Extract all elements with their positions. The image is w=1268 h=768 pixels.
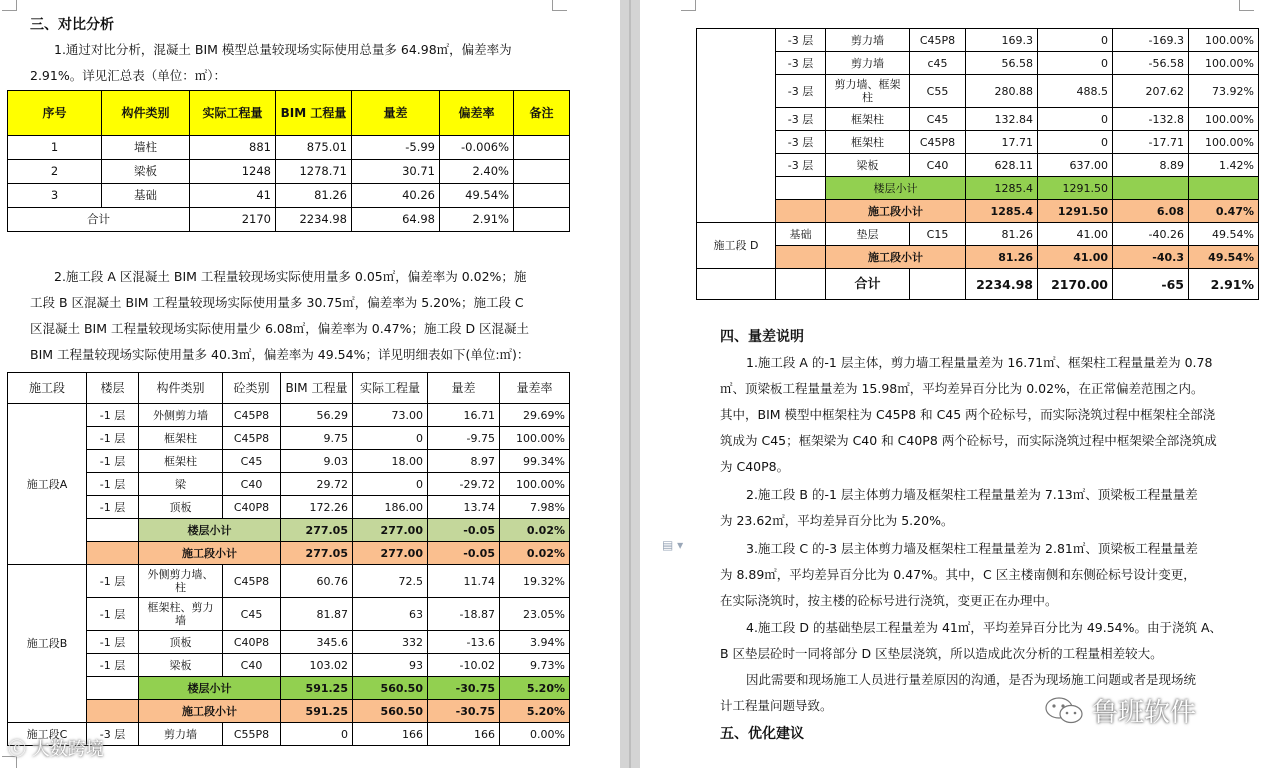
table-cell: -3 层 [87, 723, 139, 746]
table-cell: 外侧剪力墙、柱 [139, 565, 223, 598]
table-cell: 81.26 [276, 184, 352, 208]
column-header: 实际工程量 [190, 91, 276, 136]
table-cell: C55 [910, 75, 966, 108]
table-cell: -1 层 [87, 427, 139, 450]
table-cell: 施工段小计 [826, 200, 966, 223]
table-cell: 7.98% [500, 496, 570, 519]
table-cell: c45 [910, 52, 966, 75]
table-cell: 18.00 [353, 450, 428, 473]
section-heading-3: 三、对比分析 [30, 17, 114, 33]
table-cell: -40.26 [1113, 223, 1189, 246]
table-cell [87, 542, 139, 565]
paragraph-line: 为 8.89㎡，平均差异百分比为 0.47%。其中，C 区主楼南侧和东侧砼标号设计变更， [720, 567, 1196, 582]
table-cell: 56.29 [281, 404, 353, 427]
table-cell: 41.00 [1038, 246, 1113, 269]
table-cell [910, 269, 966, 300]
table-cell: 19.32% [500, 565, 570, 598]
table-row [697, 108, 1259, 131]
crop-mark [2, 0, 17, 11]
table-cell: 560.50 [353, 677, 428, 700]
table-cell: 81.87 [281, 598, 353, 631]
table-cell: -17.71 [1113, 131, 1189, 154]
table-row [697, 154, 1259, 177]
column-header: BIM 工程量 [281, 373, 353, 404]
table-row [697, 29, 1259, 52]
floor-subtotal-row [697, 177, 1259, 200]
column-header: 构件类别 [102, 91, 190, 136]
table-cell: 3 [8, 184, 102, 208]
segment-subtotal-row [8, 542, 570, 565]
table-cell: 0 [1038, 131, 1113, 154]
table-cell: 梁板 [102, 160, 190, 184]
paragraph-line: ㎡、顶梁板工程量量差为 15.98㎡，平均差异百分比为 0.02%，在正常偏差范围之内。 [720, 381, 1204, 396]
table-cell: 剪力墙 [826, 52, 910, 75]
segment-label: 施工段B [8, 565, 87, 723]
column-header: 偏差率 [440, 91, 514, 136]
table-cell: 2.91% [1189, 269, 1259, 300]
table-cell: 875.01 [276, 136, 352, 160]
table-cell: 2.40% [440, 160, 514, 184]
table-cell: -0.05 [428, 542, 500, 565]
table-cell [1189, 177, 1259, 200]
table-cell: 楼层小计 [139, 677, 281, 700]
table-row [8, 427, 570, 450]
table-cell: 637.00 [1038, 154, 1113, 177]
table-cell: C45P8 [223, 427, 281, 450]
table-cell: -3 层 [776, 75, 826, 108]
table-cell: 29.69% [500, 404, 570, 427]
table-cell: 41 [190, 184, 276, 208]
table-cell: -40.3 [1113, 246, 1189, 269]
table-cell: -1 层 [87, 565, 139, 598]
table-cell: 100.00% [1189, 131, 1259, 154]
table-cell: 0.47% [1189, 200, 1259, 223]
table-cell: -65 [1113, 269, 1189, 300]
table-cell: 591.25 [281, 677, 353, 700]
table-cell: -169.3 [1113, 29, 1189, 52]
table-cell: 73.00 [353, 404, 428, 427]
table-cell: -1 层 [87, 404, 139, 427]
segment-label: 施工段A [8, 404, 87, 565]
wechat-icon [1044, 695, 1084, 727]
table-cell: 100.00% [500, 473, 570, 496]
table-cell: 垫层 [826, 223, 910, 246]
table-cell: 488.5 [1038, 75, 1113, 108]
table-cell: 100.00% [1189, 108, 1259, 131]
table-cell: C40 [223, 473, 281, 496]
table-row [8, 598, 570, 631]
table-cell: 1278.71 [276, 160, 352, 184]
table-cell: 277.00 [353, 519, 428, 542]
segment-label: 施工段C [8, 723, 87, 746]
table-cell: -1 层 [87, 450, 139, 473]
column-header: 楼层 [87, 373, 139, 404]
table-cell [514, 136, 570, 160]
table-cell: 合计 [826, 269, 910, 300]
table-cell: -29.72 [428, 473, 500, 496]
table-cell: 166 [428, 723, 500, 746]
table-cell: 345.6 [281, 631, 353, 654]
table-cell: 169.3 [966, 29, 1038, 52]
table-cell: 梁板 [826, 154, 910, 177]
paragraph-line: BIM 工程量较现场实际使用量多 40.3㎡，偏差率为 49.54%；详见明细表如下(单位:㎡)： [30, 347, 530, 362]
table-cell: 81.26 [966, 246, 1038, 269]
paragraph-line: 2.施工段 B 的-1 层主体剪力墙及框架柱工程量量差为 7.13㎡、顶梁板工程量量差 [746, 487, 1198, 502]
paragraph-line: 2.施工段 A 区混凝土 BIM 工程量较现场实际使用量多 0.05㎡，偏差率为 0.02%；施 [54, 269, 527, 284]
table-cell: 0 [353, 473, 428, 496]
table-cell: 框架柱 [826, 108, 910, 131]
table-cell: 277.05 [281, 519, 353, 542]
table-cell: -56.58 [1113, 52, 1189, 75]
table-cell: 49.54% [1189, 223, 1259, 246]
page-gutter [620, 0, 640, 768]
table-header-row [8, 373, 570, 404]
paragraph-line: 因此需要和现场施工人员进行量差原因的沟通，是否为现场施工问题或者是现场统 [746, 672, 1197, 687]
table-row [8, 473, 570, 496]
table-cell: 框架柱 [139, 450, 223, 473]
segment-label: 施工段 D [697, 223, 776, 269]
table-cell: 332 [353, 631, 428, 654]
watermark-right: 鲁班软件 [1044, 692, 1196, 729]
table-cell: -1 层 [87, 473, 139, 496]
segment-label [697, 29, 776, 223]
table-row [8, 404, 570, 427]
table-cell: 100.00% [1189, 29, 1259, 52]
table-cell: 30.71 [352, 160, 440, 184]
table-cell: 框架柱 [826, 131, 910, 154]
table-cell: -0.006% [440, 136, 514, 160]
paragraph-line: 在实际浇筑时，按主楼的砼标号进行浇筑，变更正在办理中。 [720, 593, 1058, 608]
paragraph-line: 其中，BIM 模型中框架柱为 C45P8 和 C45 两个砼标号，而实际浇筑过程中框架柱全部浇 [720, 407, 1216, 422]
table-cell: -1 层 [87, 598, 139, 631]
table-cell: 628.11 [966, 154, 1038, 177]
watermark-left: ⓒ 大数跨境 [8, 739, 104, 760]
segment-subtotal-row [697, 200, 1259, 223]
table-cell: 0 [1038, 52, 1113, 75]
paragraph-line: 筑成为 C45；框架梁为 C40 和 C40P8 两个砼标号，而实际浇筑过程中框架梁全部浇筑成 [720, 433, 1217, 448]
paragraph-line: 计工程量问题导致。 [720, 698, 833, 713]
table-cell: C15 [910, 223, 966, 246]
table-cell: 8.89 [1113, 154, 1189, 177]
detail-table [7, 372, 570, 746]
table-cell: -132.8 [1113, 108, 1189, 131]
table-cell: 93 [353, 654, 428, 677]
table-row [697, 223, 1259, 246]
table-cell: -1 层 [87, 496, 139, 519]
table-cell: 梁板 [139, 654, 223, 677]
table-cell: 1291.50 [1038, 200, 1113, 223]
table-cell: 9.03 [281, 450, 353, 473]
paragraph-line: B 区垫层砼时一同将部分 D 区垫层浇筑，所以造成此次分析的工程量相差较大。 [720, 646, 1163, 661]
table-cell: 2 [8, 160, 102, 184]
table-cell: -30.75 [428, 700, 500, 723]
table-cell: 73.92% [1189, 75, 1259, 108]
table-cell: 8.97 [428, 450, 500, 473]
table-cell: 2170 [190, 208, 276, 232]
column-header: 量差 [352, 91, 440, 136]
table-cell [1113, 177, 1189, 200]
table-cell: 2170.00 [1038, 269, 1113, 300]
table-cell: 基础 [102, 184, 190, 208]
table-cell: 1.42% [1189, 154, 1259, 177]
table-total-row [8, 208, 570, 232]
table-total-row [697, 269, 1259, 300]
table-cell: -3 层 [776, 29, 826, 52]
table-cell: 剪力墙、框架柱 [826, 75, 910, 108]
segment-subtotal-row [697, 246, 1259, 269]
detail-table-continued [696, 28, 1259, 300]
floor-subtotal-row [8, 519, 570, 542]
table-cell [87, 677, 139, 700]
paragraph-line: 4.施工段 D 的基础垫层工程量差为 41㎡，平均差异百分比为 49.54%。由于浇筑 A、 [746, 620, 1223, 635]
table-cell: 172.26 [281, 496, 353, 519]
table-cell: 13.74 [428, 496, 500, 519]
table-cell: 29.72 [281, 473, 353, 496]
table-cell: C45P8 [223, 565, 281, 598]
table-cell: 0 [353, 427, 428, 450]
table-cell: 5.20% [500, 677, 570, 700]
table-cell: 外侧剪力墙 [139, 404, 223, 427]
table-row [697, 131, 1259, 154]
table-row [8, 496, 570, 519]
table-cell [514, 160, 570, 184]
table-cell: 0.02% [500, 519, 570, 542]
column-header: 量差率 [500, 373, 570, 404]
table-cell: 9.73% [500, 654, 570, 677]
table-cell: 基础 [776, 223, 826, 246]
paragraph-line: 3.施工段 C 的-3 层主体剪力墙及框架柱工程量量差为 2.81㎡、顶梁板工程量量差 [746, 541, 1198, 556]
table-cell: C45P8 [223, 404, 281, 427]
table-cell: -13.6 [428, 631, 500, 654]
paragraph-line: 1.通过对比分析，混凝土 BIM 模型总量较现场实际使用总量多 64.98㎡，偏差率为 [54, 42, 512, 57]
table-cell: C45P8 [910, 131, 966, 154]
crop-mark [681, 0, 696, 11]
table-cell: -5.99 [352, 136, 440, 160]
table-cell: 41.00 [1038, 223, 1113, 246]
crop-mark [552, 0, 567, 11]
table-row [8, 136, 570, 160]
table-cell: -1 层 [87, 631, 139, 654]
table-cell: 2234.98 [966, 269, 1038, 300]
table-cell: 11.74 [428, 565, 500, 598]
column-header: 量差 [428, 373, 500, 404]
table-header-row [8, 91, 570, 136]
paste-options-icon[interactable]: ▤ ▾ [662, 538, 684, 552]
column-header: 砼类别 [223, 373, 281, 404]
table-cell: 72.5 [353, 565, 428, 598]
table-cell: 9.75 [281, 427, 353, 450]
table-cell: 166 [353, 723, 428, 746]
table-cell: 277.00 [353, 542, 428, 565]
table-cell [87, 700, 139, 723]
paragraph-line: 为 23.62㎡，平均差异百分比为 5.20%。 [720, 513, 954, 528]
table-cell: 1285.4 [966, 177, 1038, 200]
table-cell: 591.25 [281, 700, 353, 723]
table-cell: 23.05% [500, 598, 570, 631]
table-cell: 64.98 [352, 208, 440, 232]
table-cell: -3 层 [776, 131, 826, 154]
table-cell: C55P8 [223, 723, 281, 746]
table-cell: C45 [223, 598, 281, 631]
table-cell: 框架柱 [139, 427, 223, 450]
table-cell: 施工段小计 [139, 542, 281, 565]
table-cell: -3 层 [776, 108, 826, 131]
table-cell: 剪力墙 [826, 29, 910, 52]
table-cell: C45 [223, 450, 281, 473]
table-cell: 100.00% [500, 427, 570, 450]
table-cell: 0 [281, 723, 353, 746]
table-cell: C40 [223, 654, 281, 677]
table-cell [776, 177, 826, 200]
table-cell: 施工段小计 [826, 246, 966, 269]
table-row [8, 654, 570, 677]
table-cell: 100.00% [1189, 52, 1259, 75]
table-row [697, 75, 1259, 108]
column-header: 实际工程量 [353, 373, 428, 404]
table-cell: 框架柱、剪力墙 [139, 598, 223, 631]
paragraph-line: 为 C40P8。 [720, 459, 790, 474]
table-cell: 2234.98 [276, 208, 352, 232]
table-cell: 103.02 [281, 654, 353, 677]
table-cell [697, 269, 776, 300]
table-cell: 1248 [190, 160, 276, 184]
table-cell: 560.50 [353, 700, 428, 723]
table-cell: 6.08 [1113, 200, 1189, 223]
column-header: 施工段 [8, 373, 87, 404]
summary-table [7, 90, 570, 232]
table-cell: -3 层 [776, 52, 826, 75]
paragraph-line: 1.施工段 A 的-1 层主体，剪力墙工程量量差为 16.71㎡、框架柱工程量量差为 0.78 [746, 355, 1213, 370]
table-row [8, 160, 570, 184]
table-row [8, 631, 570, 654]
segment-subtotal-row [8, 700, 570, 723]
column-header: BIM 工程量 [276, 91, 352, 136]
table-cell: 56.58 [966, 52, 1038, 75]
table-row [8, 565, 570, 598]
table-cell: 3.94% [500, 631, 570, 654]
table-cell: 277.05 [281, 542, 353, 565]
table-cell: 0 [1038, 108, 1113, 131]
table-cell: -10.02 [428, 654, 500, 677]
table-cell: -3 层 [776, 154, 826, 177]
table-cell: 0 [1038, 29, 1113, 52]
table-cell: 16.71 [428, 404, 500, 427]
table-cell: 40.26 [352, 184, 440, 208]
table-cell: 186.00 [353, 496, 428, 519]
table-cell: 60.76 [281, 565, 353, 598]
table-cell: -18.87 [428, 598, 500, 631]
table-cell [776, 269, 826, 300]
table-cell: 2.91% [440, 208, 514, 232]
table-cell: 施工段小计 [139, 700, 281, 723]
document-page-right [640, 0, 1268, 768]
table-cell: 顶板 [139, 631, 223, 654]
paragraph-line: 工段 B 区混凝土 BIM 工程量较现场实际使用量多 30.75㎡，偏差率为 5.20%；施工段 C [30, 295, 524, 310]
table-cell [776, 246, 826, 269]
table-cell: 881 [190, 136, 276, 160]
table-cell: 5.20% [500, 700, 570, 723]
table-cell: 合计 [8, 208, 190, 232]
table-cell: 49.54% [440, 184, 514, 208]
section-heading-5: 五、优化建议 [720, 726, 804, 742]
floor-subtotal-row [8, 677, 570, 700]
table-cell: 1 [8, 136, 102, 160]
table-cell: 132.84 [966, 108, 1038, 131]
column-header: 构件类别 [139, 373, 223, 404]
column-header: 序号 [8, 91, 102, 136]
paragraph-line: 区混凝土 BIM 工程量较现场实际使用量少 6.08㎡，偏差率为 0.47%；施工段 D 区混凝土 [30, 321, 530, 336]
table-row [8, 184, 570, 208]
crop-mark [1239, 0, 1254, 11]
table-cell [514, 184, 570, 208]
paragraph-line: 2.91%。详见汇总表（单位：㎡）： [30, 68, 226, 83]
table-cell: C40P8 [223, 496, 281, 519]
table-row [697, 52, 1259, 75]
table-row [8, 450, 570, 473]
table-cell: 207.62 [1113, 75, 1189, 108]
document-page-left [0, 0, 620, 768]
column-header: 备注 [514, 91, 570, 136]
table-cell: -0.05 [428, 519, 500, 542]
logo-icon: ⓒ [8, 739, 26, 760]
table-cell: C45P8 [910, 29, 966, 52]
table-cell: 楼层小计 [826, 177, 966, 200]
table-cell [776, 200, 826, 223]
table-cell: 81.26 [966, 223, 1038, 246]
table-cell: 顶板 [139, 496, 223, 519]
table-cell: 17.71 [966, 131, 1038, 154]
table-cell [514, 208, 570, 232]
table-cell: 1285.4 [966, 200, 1038, 223]
table-cell: 0.02% [500, 542, 570, 565]
table-cell: 49.54% [1189, 246, 1259, 269]
table-cell: 63 [353, 598, 428, 631]
table-cell: C45 [910, 108, 966, 131]
table-cell: C40P8 [223, 631, 281, 654]
table-cell: 0.00% [500, 723, 570, 746]
table-cell: 楼层小计 [139, 519, 281, 542]
table-cell: 280.88 [966, 75, 1038, 108]
table-cell: -9.75 [428, 427, 500, 450]
table-cell: 墙柱 [102, 136, 190, 160]
table-cell: 梁 [139, 473, 223, 496]
table-cell [87, 519, 139, 542]
table-cell: 1291.50 [1038, 177, 1113, 200]
table-cell: 99.34% [500, 450, 570, 473]
table-cell: -30.75 [428, 677, 500, 700]
section-heading-4: 四、量差说明 [720, 329, 804, 345]
table-cell: -1 层 [87, 654, 139, 677]
table-cell: 剪力墙 [139, 723, 223, 746]
table-cell: C40 [910, 154, 966, 177]
